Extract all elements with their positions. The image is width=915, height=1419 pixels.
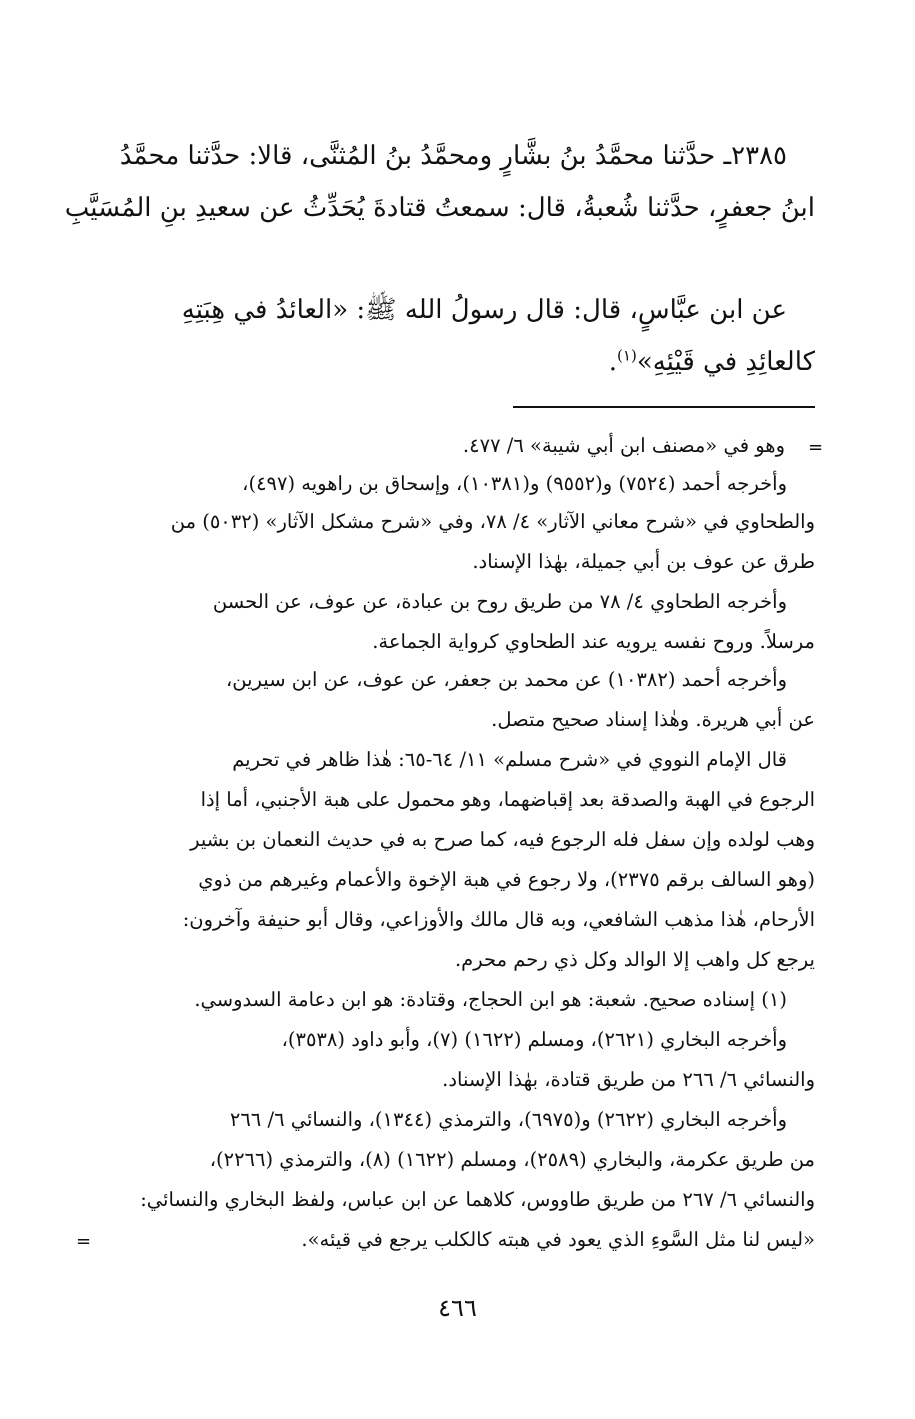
footnote-p3-line-1: وأخرجه أحمد (١٠٣٨٢) عن محمد بن جعفر، عن عوف، عن ابن سيرين، xyxy=(225,668,787,691)
footnote-divider xyxy=(513,406,815,408)
footnote-p4-line-4: (وهو السالف برقم ٢٣٧٥)، ولا رجوع في هبة الإخوة والأعمام وغيرهم من ذوي xyxy=(198,868,815,891)
hadith-line-4-end: . xyxy=(608,347,618,377)
footnote-p1-line-3: طرق عن عوف بن أبي جميلة، بهٰذا الإسناد. xyxy=(472,550,815,573)
footnote-p4-line-2: الرجوع في الهبة والصدقة بعد إقباضهما، وهو محمول على هبة الأجنبي، أما إذا xyxy=(200,788,815,811)
footnote-p4-line-6: يرجع كل واهب إلا الوالد وكل ذي رحم محرم. xyxy=(454,948,815,971)
footnote-p3-line-2: عن أبي هريرة. وهٰذا إسناد صحيح متصل. xyxy=(491,708,815,731)
footnote-p2-line-2: مرسلاً. وروح نفسه يرويه عند الطحاوي كرواية الجماعة. xyxy=(372,630,815,653)
footnote-p4-line-5: الأرحام، هٰذا مذهب الشافعي، وبه قال مالك والأوزاعي، وقال أبو حنيفة وآخرون: xyxy=(182,908,815,931)
footnote-p5-line-1: وأخرجه البخاري (٢٦٢١)، ومسلم (١٦٢٢) (٧)، وأبو داود (٣٥٣٨)، xyxy=(281,1028,787,1051)
footnote-p6-line-3: والنسائي ٦/ ٢٦٧ من طريق طاووس، كلاهما عن ابن عباس، ولفظ البخاري والنسائي: xyxy=(140,1188,815,1211)
footnote-p6-line-4: «ليس لنا مثل السَّوءِ الذي يعود في هبته كالكلب يرجع في قيئه». xyxy=(301,1228,815,1251)
footnote-1-line-1: (١) إسناده صحيح. شعبة: هو ابن الحجاج، وقتادة: هو ابن دعامة السدوسي. xyxy=(194,988,787,1011)
hadith-line-2: ابنُ جعفرٍ، حدَّثنا شُعبةُ، قال: سمعتُ قتادةَ يُحَدِّثُ عن سعيدِ بنِ المُسَيَّبِ xyxy=(64,193,815,223)
footnote-p6-line-1: وأخرجه البخاري (٢٦٢٢) و(٦٩٧٥)، والترمذي (١٣٤٤)، والنسائي ٦/ ٢٦٦ xyxy=(229,1108,787,1131)
footnote-p1-line-1: وأخرجه أحمد (٧٥٢٤) و(٩٥٥٢) و(١٠٣٨١)، وإسحاق بن راهويه (٤٩٧)، xyxy=(242,472,787,495)
footnote-p5-line-2: والنسائي ٦/ ٢٦٦ من طريق قتادة، بهٰذا الإسناد. xyxy=(442,1068,815,1091)
footnote-p6-line-2: من طريق عكرمة، والبخاري (٢٥٨٩)، ومسلم (١٦٢٢) (٨)، والترمذي (٢٢٦٦)، xyxy=(209,1148,815,1171)
page-number: ٤٦٦ xyxy=(438,1294,477,1322)
footnote-p2-line-1: وأخرجه الطحاوي ٤/ ٧٨ من طريق روح بن عبادة، عن عوف، عن الحسن xyxy=(212,590,787,613)
footnote-cont-line: وهو في «مصنف ابن أبي شيبة» ٦/ ٤٧٧. xyxy=(462,434,785,457)
hadith-line-1: ٢٣٨٥ـ حدَّثنا محمَّدُ بنُ بشَّارٍ ومحمَّدُ بنُ المُثنَّى، قالا: حدَّثنا محمَّدُ xyxy=(119,141,787,171)
continuation-mark-top: = xyxy=(808,437,824,458)
continuation-mark-bottom: = xyxy=(76,1231,92,1252)
footnote-p1-line-2: والطحاوي في «شرح معاني الآثار» ٤/ ٧٨، وفي «شرح مشكل الآثار» (٥٠٣٢) من xyxy=(170,510,815,533)
hadith-line-4 xyxy=(120,336,815,388)
footnote-p4-line-3: وهب لولده وإن سفل فله الرجوع فيه، كما صرح به في حديث النعمان بن بشير xyxy=(190,828,815,851)
footnote-ref-1: (١) xyxy=(617,346,637,365)
hadith-line-4-text: كالعائِدِ في قَيْئِهِ» xyxy=(636,347,815,377)
footnote-p4-line-1: قال الإمام النووي في «شرح مسلم» ١١/ ٦٤-٦٥: هٰذا ظاهر في تحريم xyxy=(232,748,787,771)
hadith-line-3: عن ابن عبَّاسٍ، قال: قال رسولُ الله ﷺ: «العائدُ في هِبَتِهِ xyxy=(181,295,787,325)
